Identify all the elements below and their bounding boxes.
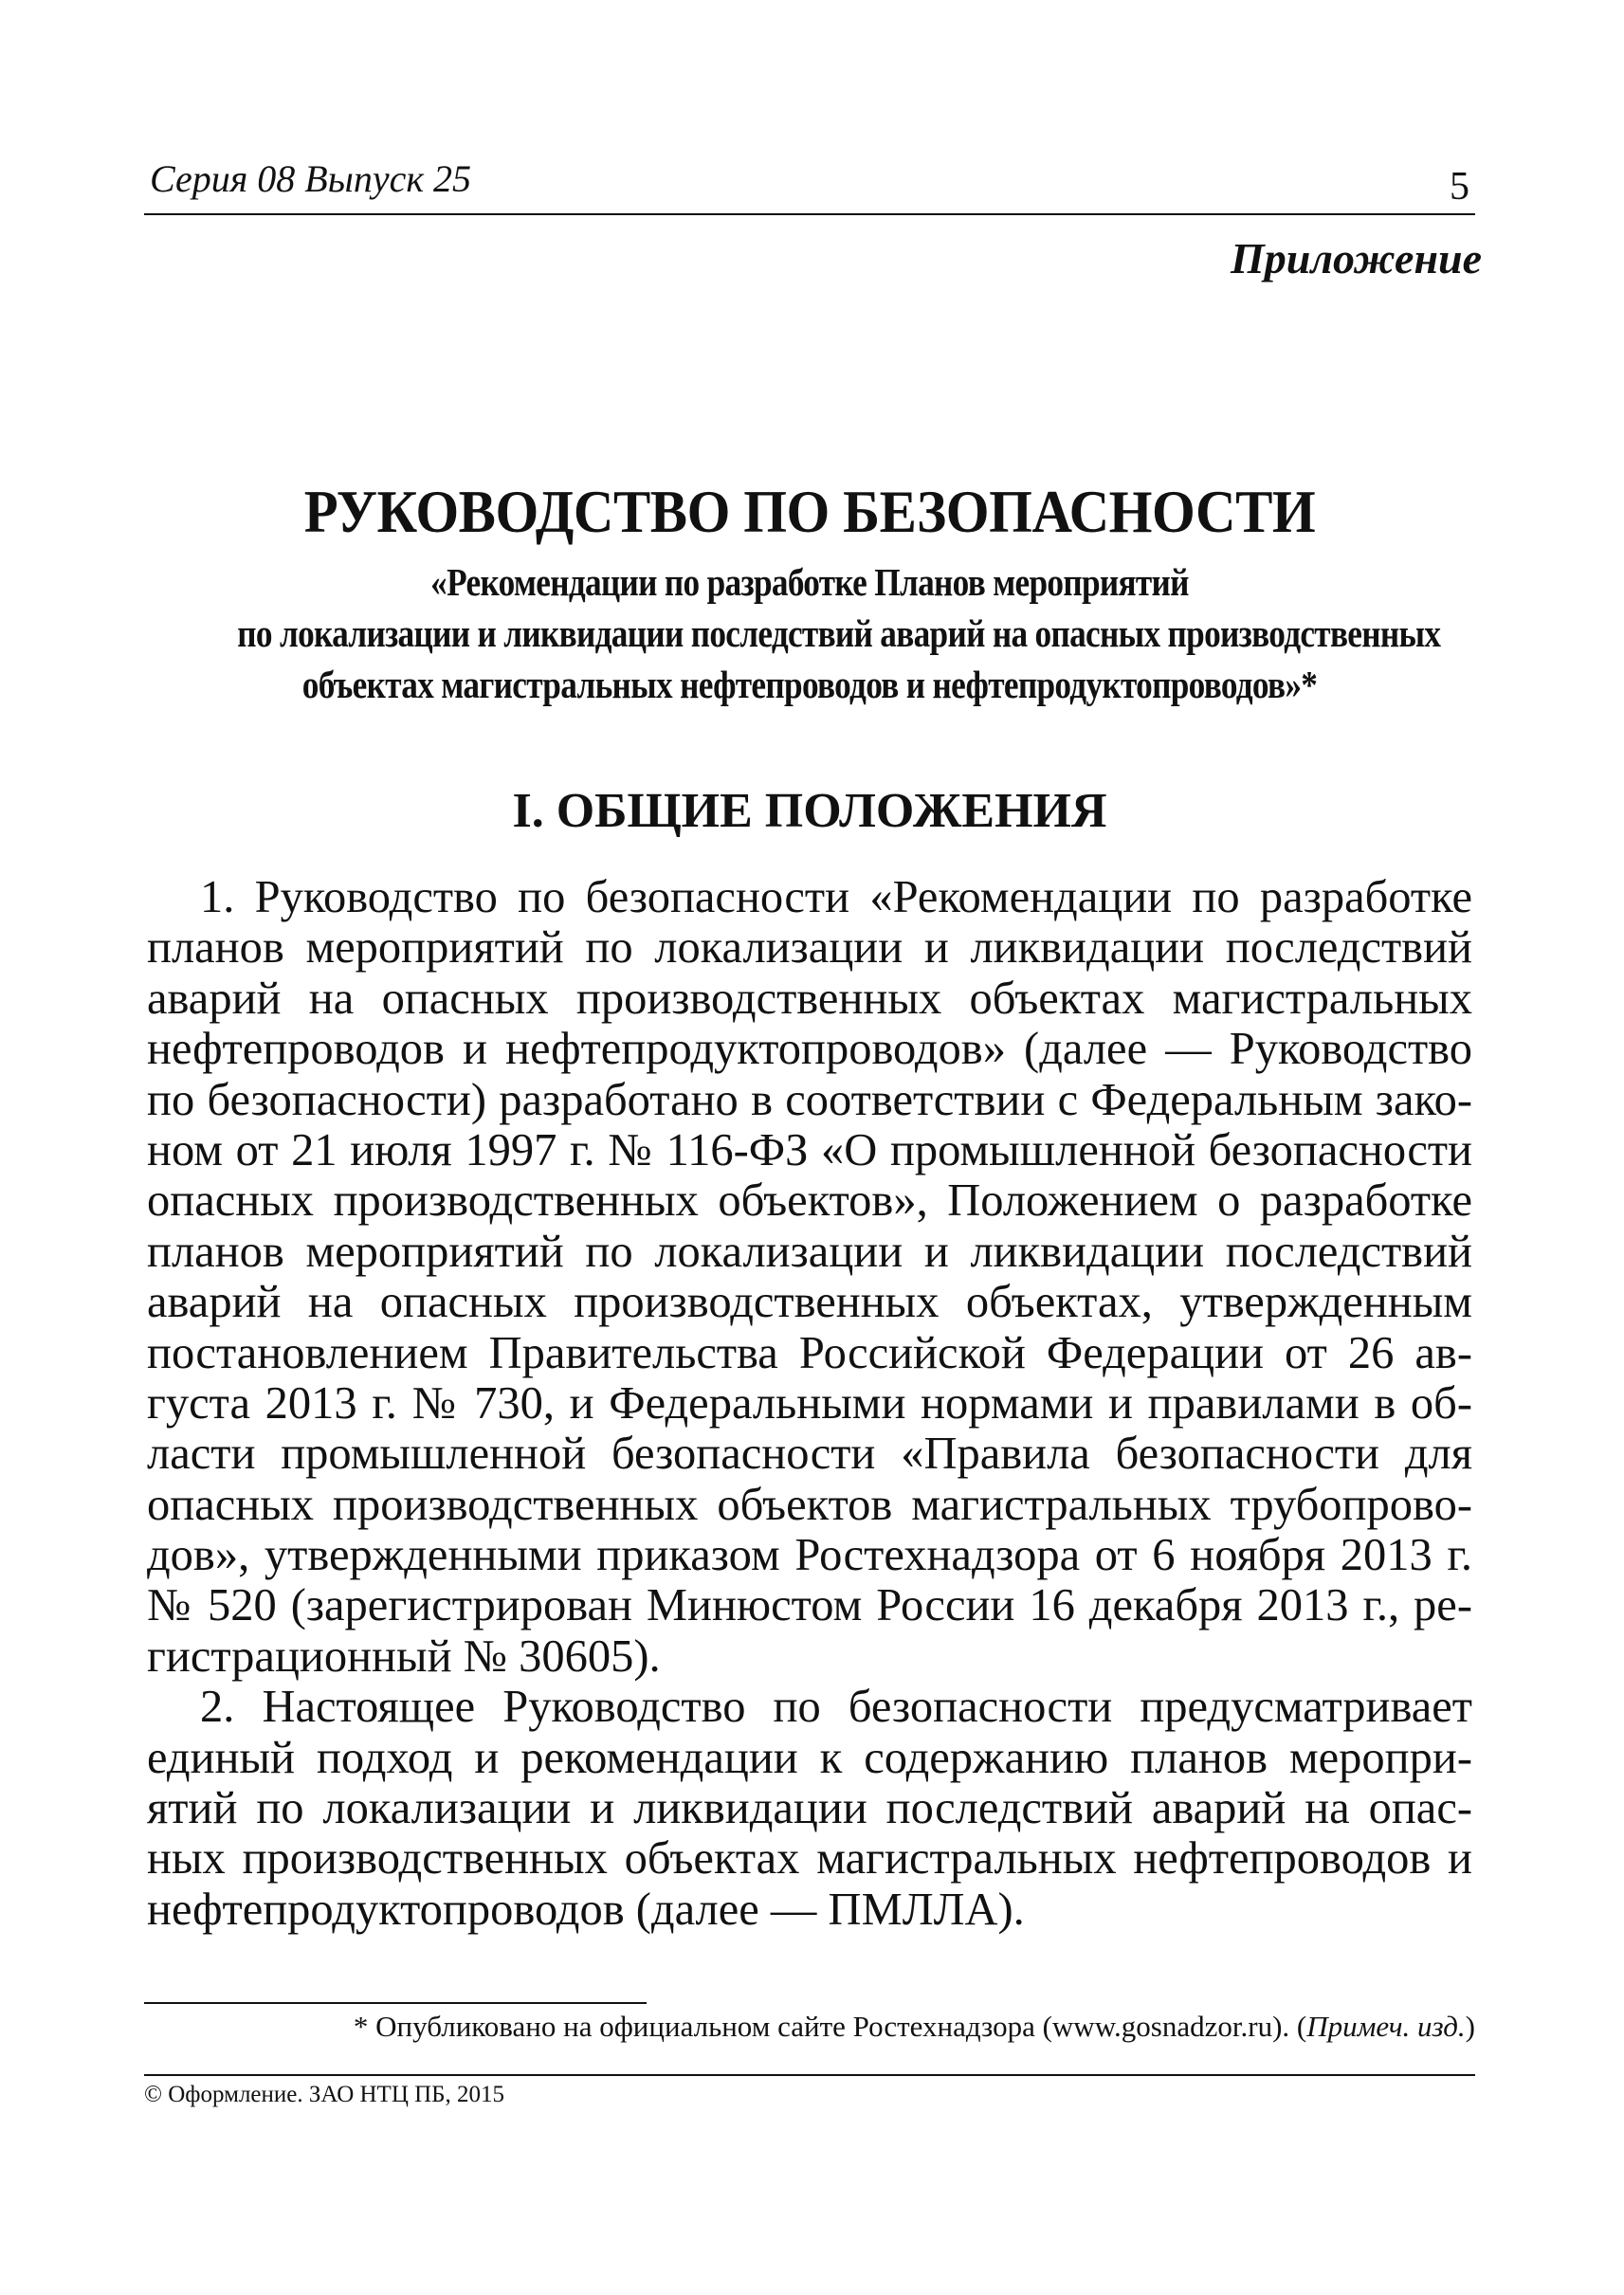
text-line: аварий на опасных производственных объектах, утвержденным: [147, 1277, 1472, 1328]
text-line: № 520 (зарегистрирован Минюстом России 16 декабря 2013 г., ре-: [147, 1580, 1472, 1631]
section-heading: I. ОБЩИЕ ПОЛОЖЕНИЯ: [512, 784, 1107, 838]
subtitle-line: «Рекомендации по разработке Планов мероприятий: [430, 560, 1189, 604]
text-line: ятий по локализации и ликвидации последствий аварий на опас-: [147, 1783, 1472, 1834]
text-line: густа 2013 г. № 730, и Федеральными нормами и правилами в об-: [147, 1377, 1472, 1429]
text-line: ных производственных объектах магистральных нефтепроводов и: [147, 1833, 1472, 1885]
subtitle-line: объектах магистральных нефтепроводов и нефтепродуктопроводов»*: [301, 663, 1318, 706]
footnote: [144, 2010, 1475, 2044]
appendix-label: Приложение: [1231, 234, 1482, 282]
text-line: опасных производственных объектов магистральных трубопрово-: [147, 1479, 1472, 1530]
series-label: Серия 08 Выпуск 25: [150, 157, 472, 200]
footnote-text: * Опубликовано на официальном сайте Ростехнадзора (www.gosnadzor.ru). (: [353, 2010, 1307, 2043]
text-line: ласти промышленной безопасности «Правила безопасности для: [147, 1429, 1472, 1480]
paragraph-2: [147, 1682, 1472, 1935]
text-line: аварий на опасных производственных объектах магистральных: [147, 973, 1472, 1024]
page-number: 5: [1450, 165, 1469, 209]
main-title: РУКОВОДСТВО ПО БЕЗОПАСНОСТИ: [303, 478, 1316, 545]
running-header: [144, 156, 1475, 215]
text-line: планов мероприятий по локализации и ликвидации последствий: [147, 1226, 1472, 1277]
text-line: постановлением Правительства Российской Федерации от 26 ав-: [147, 1327, 1472, 1378]
text-line: дов», утвержденными приказом Ростехнадзора от 6 ноября 2013 г.: [147, 1530, 1472, 1581]
text-line: опасных производственных объектов», Положением о разработке: [147, 1175, 1472, 1227]
title-block: [144, 479, 1475, 710]
text-line: 1. Руководство по безопасности «Рекомендации по разработке: [200, 872, 1472, 922]
subtitle: [144, 556, 1475, 710]
text-line: 2. Настоящее Руководство по безопасности предусматривает: [200, 1682, 1472, 1733]
text-line: планов мероприятий по локализации и ликвидации последствий: [147, 922, 1472, 974]
text-line: ном от 21 июля 1997 г. № 116-ФЗ «О промышленной безопасности: [147, 1124, 1472, 1175]
text-line: единый подход и рекомендации к содержанию планов меропри-: [147, 1732, 1472, 1783]
text-line: по безопасности) разработано в соответствии с Федеральным зако-: [147, 1074, 1472, 1125]
subtitle-line: по локализации и ликвидации последствий аварий на опасных производственных: [237, 611, 1441, 655]
footnote-close: ): [1465, 2010, 1475, 2043]
bottom-divider: [144, 2074, 1475, 2076]
copyright-line: © Оформление. ЗАО НТЦ ПБ, 2015: [144, 2082, 505, 2107]
footnote-divider: [144, 2002, 647, 2004]
text-line: нефтепроводов и нефтепродуктопроводов» (далее — Руководство: [147, 1024, 1472, 1075]
footnote-editor-note: Примеч. изд.: [1306, 2010, 1466, 2043]
text-line: гистрационный № 30605).: [147, 1630, 661, 1682]
body-text: [147, 872, 1472, 1935]
paragraph-1: [147, 872, 1472, 1682]
text-line: нефтепродуктопроводов (далее — ПМЛЛА).: [147, 1884, 1025, 1935]
